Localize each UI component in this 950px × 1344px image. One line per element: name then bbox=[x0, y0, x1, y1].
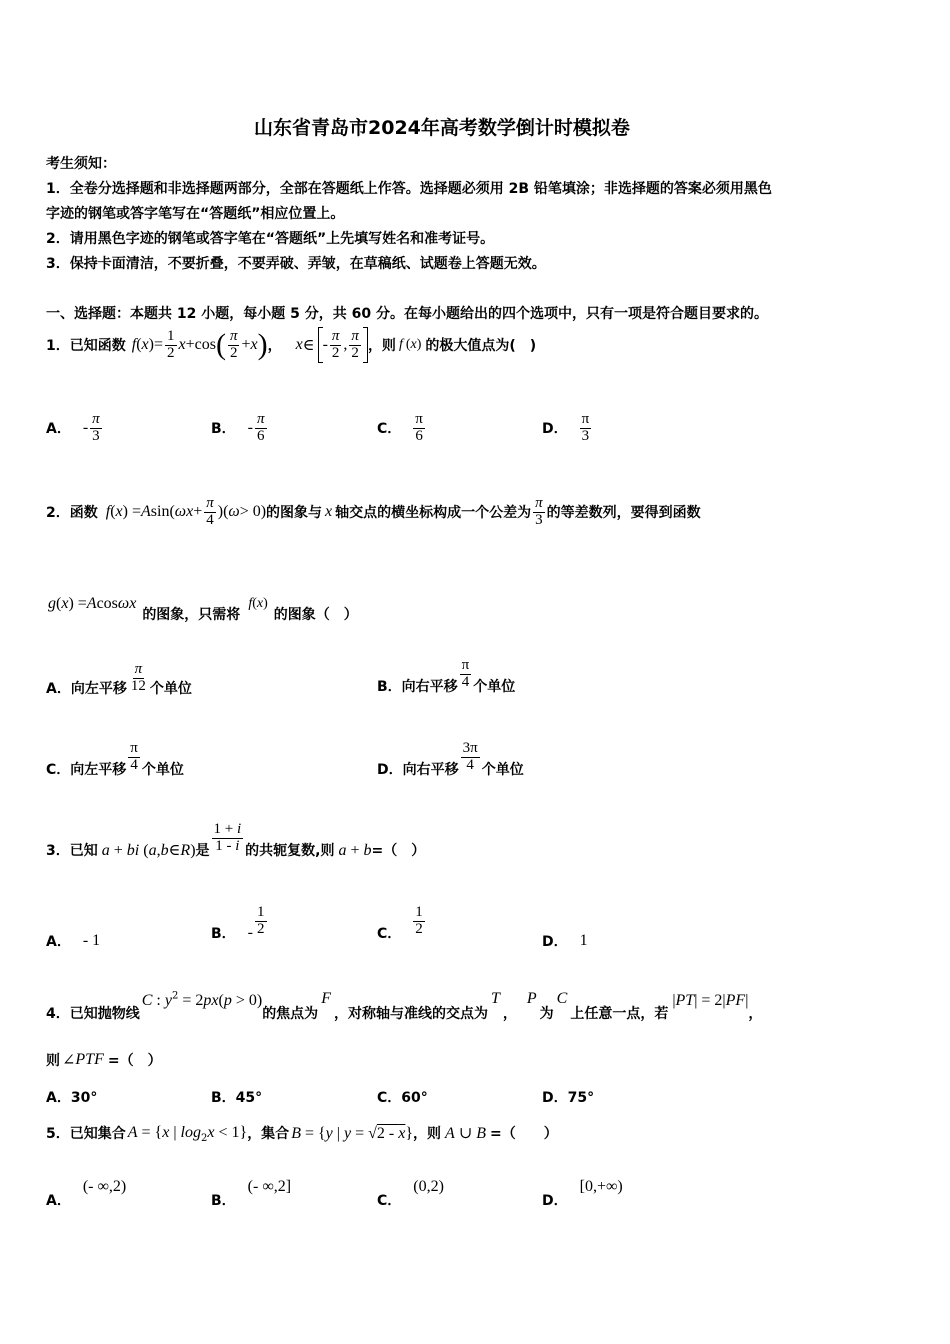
q5-option-d-label: D． bbox=[542, 1193, 568, 1209]
question-3: 3．已知 a + bi (a,b∈R) 是 $\frac{1 + i}{1 - i}$ 的共轭复数,则 a + b =（ ） bbox=[46, 821, 426, 860]
q4-line2-tail: =（ ） bbox=[107, 1053, 162, 1069]
q5-option-d-value: [0,+∞) bbox=[579, 1178, 623, 1195]
q4-mid5: 上任意一点，若 bbox=[570, 1006, 669, 1022]
q2-option-c-post: 个单位 bbox=[141, 762, 184, 779]
q3-tail: 的共轭复数,则 bbox=[245, 843, 335, 860]
q2-option-a-label: A．向左平移 bbox=[46, 681, 127, 698]
q1-option-c[interactable] bbox=[377, 412, 427, 445]
q2-option-b[interactable] bbox=[377, 657, 516, 696]
q5-option-b[interactable] bbox=[211, 1178, 291, 1210]
q2-option-a-den: 12 bbox=[130, 677, 146, 694]
q5-option-b-label: B． bbox=[211, 1193, 236, 1209]
q2-lead: 2．函数 bbox=[46, 505, 98, 522]
q4-mid2: ，对称轴与准线的交点为 bbox=[333, 1006, 488, 1022]
q2-option-a-num: π bbox=[134, 661, 143, 677]
notice-item-2: 2．请用黑色字迹的钢笔或答字笔在“答题纸”上先填写姓名和准考证号。 bbox=[46, 231, 495, 247]
q1-option-d-den: 3 bbox=[581, 427, 590, 444]
q1-option-a[interactable] bbox=[46, 412, 104, 445]
q2-xvar: x bbox=[325, 503, 333, 521]
q1-option-a-sign: - bbox=[82, 419, 89, 437]
q5-option-b-value: (- ∞,2] bbox=[247, 1178, 292, 1195]
q4-lead: 4．已知抛物线 bbox=[46, 1006, 140, 1022]
q3-option-c[interactable] bbox=[377, 904, 427, 943]
q2-mid1: 的图象与 bbox=[266, 505, 323, 522]
q3-mid: 是 bbox=[195, 843, 210, 860]
notice-item-3: 3．保持卡面清洁，不要折叠，不要弄破、弄皱，在草稿纸、试题卷上答题无效。 bbox=[46, 256, 546, 272]
question-4-line2: 则 ∠ PTF =（ ） bbox=[46, 1051, 162, 1069]
q5-mid2: ，则 bbox=[413, 1126, 442, 1143]
q5-option-c-value: (0,2) bbox=[413, 1178, 444, 1195]
q3-option-c-num: 1 bbox=[415, 904, 423, 920]
q1-option-a-den: 3 bbox=[92, 427, 100, 444]
q5-option-a-value: (- ∞,2) bbox=[82, 1178, 127, 1195]
q1-comma: ， bbox=[267, 338, 282, 354]
q3-option-b-den: 2 bbox=[257, 920, 265, 937]
q4-tail: ， bbox=[748, 1006, 763, 1022]
q3-option-b-num: 1 bbox=[257, 904, 265, 920]
question-2: 2．函数 f ( x ) = A sin( ωx + $\frac{\pi}{4}$ )( ω > 0) 的图象与 x 轴交点的横坐标构成一个公差为 $\frac{\pi}{3}$ 的等差数列，要得到函数 bbox=[46, 495, 701, 528]
question-5: 5．已知集合 A = {x | $\log_2x < 1$} ，集合 B = {y | y = √2 - x} ，则 A ∪ B =（ ） bbox=[46, 1124, 558, 1145]
q4-mid1: 的焦点为 bbox=[262, 1006, 319, 1022]
q4-option-d[interactable]: D．75° bbox=[542, 1090, 595, 1106]
q5-option-c[interactable] bbox=[377, 1178, 444, 1210]
q1-option-c-den: 6 bbox=[415, 427, 423, 444]
q1-formula: f bbox=[131, 336, 137, 353]
q3-option-a-value: - 1 bbox=[82, 932, 101, 949]
q5-option-a[interactable] bbox=[46, 1178, 126, 1210]
q1-option-a-label: A． bbox=[46, 421, 71, 438]
question-4: 4．已知抛物线 C : $y^2 = 2px(p > 0)$ 的焦点为 F ，对称轴与准线的交点为 T ， P 为 C 上任意一点，若 |PT| = 2|PF| ， bbox=[46, 990, 763, 1022]
q1-option-c-num: π bbox=[415, 411, 423, 427]
q3-option-b[interactable] bbox=[211, 904, 269, 943]
q1-option-b-label: B． bbox=[211, 421, 236, 438]
q2-option-c-label: C．向左平移 bbox=[46, 762, 127, 779]
q4-mid3: ， bbox=[502, 1006, 517, 1022]
q3-option-c-label: C． bbox=[377, 926, 402, 943]
q2-option-d[interactable] bbox=[377, 740, 524, 779]
q5-mid: ，集合 bbox=[247, 1126, 290, 1143]
q3-option-a[interactable] bbox=[46, 931, 100, 951]
q4-option-c[interactable]: C．60° bbox=[377, 1090, 428, 1106]
q2-line2-mid: 的图象，只需将 bbox=[142, 607, 241, 623]
q2-option-d-post: 个单位 bbox=[481, 762, 524, 779]
q2-mid2: 轴交点的横坐标构成一个公差为 bbox=[335, 505, 532, 522]
q2-option-b-label: B．向右平移 bbox=[377, 679, 458, 696]
q2-option-d-num: 3π bbox=[462, 740, 478, 756]
q2-line2-tail: 的图象（ ） bbox=[273, 607, 358, 623]
q1-option-d-label: D． bbox=[542, 421, 568, 438]
q5-option-c-label: C． bbox=[377, 1193, 402, 1209]
notice-item-1a: 1．全卷分选择题和非选择题两部分，全部在答题纸上作答。选择题必须用 2B 铅笔填涂；非选择题的答案必须用黑色 bbox=[46, 181, 772, 197]
page-title: 山东省青岛市2024年高考数学倒计时模拟卷 bbox=[254, 117, 630, 139]
q2-option-d-den: 4 bbox=[466, 756, 474, 773]
q2-option-b-num: π bbox=[461, 657, 470, 673]
q3-lead: 3．已知 bbox=[46, 843, 98, 860]
q1-option-a-num: π bbox=[92, 411, 100, 427]
question-1: 1．已知函数 f ( x )= $\frac{1}{2}$ x +cos ( $\frac{\pi}{2}$ + x ) ， x ∈ - $\frac{\pi}{2}$ , $\frac{\pi}{2}$ ，则 f ( x ) 的极大值点为( ) bbox=[46, 327, 537, 361]
q3-option-d-value: 1 bbox=[579, 932, 588, 949]
q4-line2: 则 bbox=[46, 1053, 60, 1069]
q3-option-b-label: B． bbox=[211, 926, 236, 943]
q3-end: =（ ） bbox=[371, 843, 426, 860]
q3-option-a-label: A． bbox=[46, 934, 71, 950]
q1-tail: 的极大值点为( ) bbox=[425, 338, 537, 354]
q4-mid4: 为 bbox=[539, 1006, 554, 1022]
q3-option-d-label: D． bbox=[542, 934, 568, 950]
q1-option-b-sign: - bbox=[247, 419, 253, 437]
q1-option-c-label: C． bbox=[377, 421, 402, 438]
notice-heading: 考生须知： bbox=[46, 156, 116, 172]
q5-option-d[interactable] bbox=[542, 1178, 623, 1210]
q2-option-c-num: π bbox=[130, 740, 138, 756]
q2-mid3: 的等差数列，要得到函数 bbox=[546, 505, 701, 522]
q4-option-b[interactable]: B．45° bbox=[211, 1090, 263, 1106]
q1-option-b-den: 6 bbox=[257, 427, 265, 444]
q1-option-b-num: π bbox=[257, 411, 265, 427]
q2-option-a[interactable] bbox=[46, 661, 192, 698]
q2-option-d-label: D．向右平移 bbox=[377, 762, 459, 779]
q4-option-a[interactable]: A．30° bbox=[46, 1090, 98, 1106]
q5-option-a-label: A． bbox=[46, 1193, 71, 1209]
q5-tail: =（ ） bbox=[490, 1126, 558, 1143]
q1-option-d[interactable] bbox=[542, 412, 593, 445]
q1-option-d-num: π bbox=[581, 411, 590, 427]
q2-option-a-post: 个单位 bbox=[149, 681, 192, 698]
section-heading: 一、选择题：本题共 12 小题，每小题 5 分，共 60 分。在每小题给出的四个选项中，只有一项是符合题目要求的。 bbox=[46, 306, 768, 322]
q1-lead: 1．已知函数 bbox=[46, 338, 126, 354]
q1-option-b[interactable] bbox=[211, 412, 269, 445]
q2-option-c-den: 4 bbox=[130, 756, 138, 773]
q3-option-c-den: 2 bbox=[415, 920, 423, 937]
q2-option-c[interactable] bbox=[46, 740, 184, 779]
q1-then: ，则 bbox=[367, 338, 396, 354]
q5-lead: 5．已知集合 bbox=[46, 1126, 126, 1143]
q2-option-b-post: 个单位 bbox=[473, 679, 516, 696]
question-2-line2: g ( x ) = A cos ωx 的图象，只需将 f ( x ) 的图象（ ） bbox=[48, 595, 358, 623]
q3-option-b-sign: - bbox=[247, 924, 253, 942]
notice-item-1b: 字迹的钢笔或答字笔写在“答题纸”相应位置上。 bbox=[46, 206, 345, 222]
q3-option-d[interactable] bbox=[542, 931, 588, 951]
q2-option-b-den: 4 bbox=[461, 673, 470, 690]
